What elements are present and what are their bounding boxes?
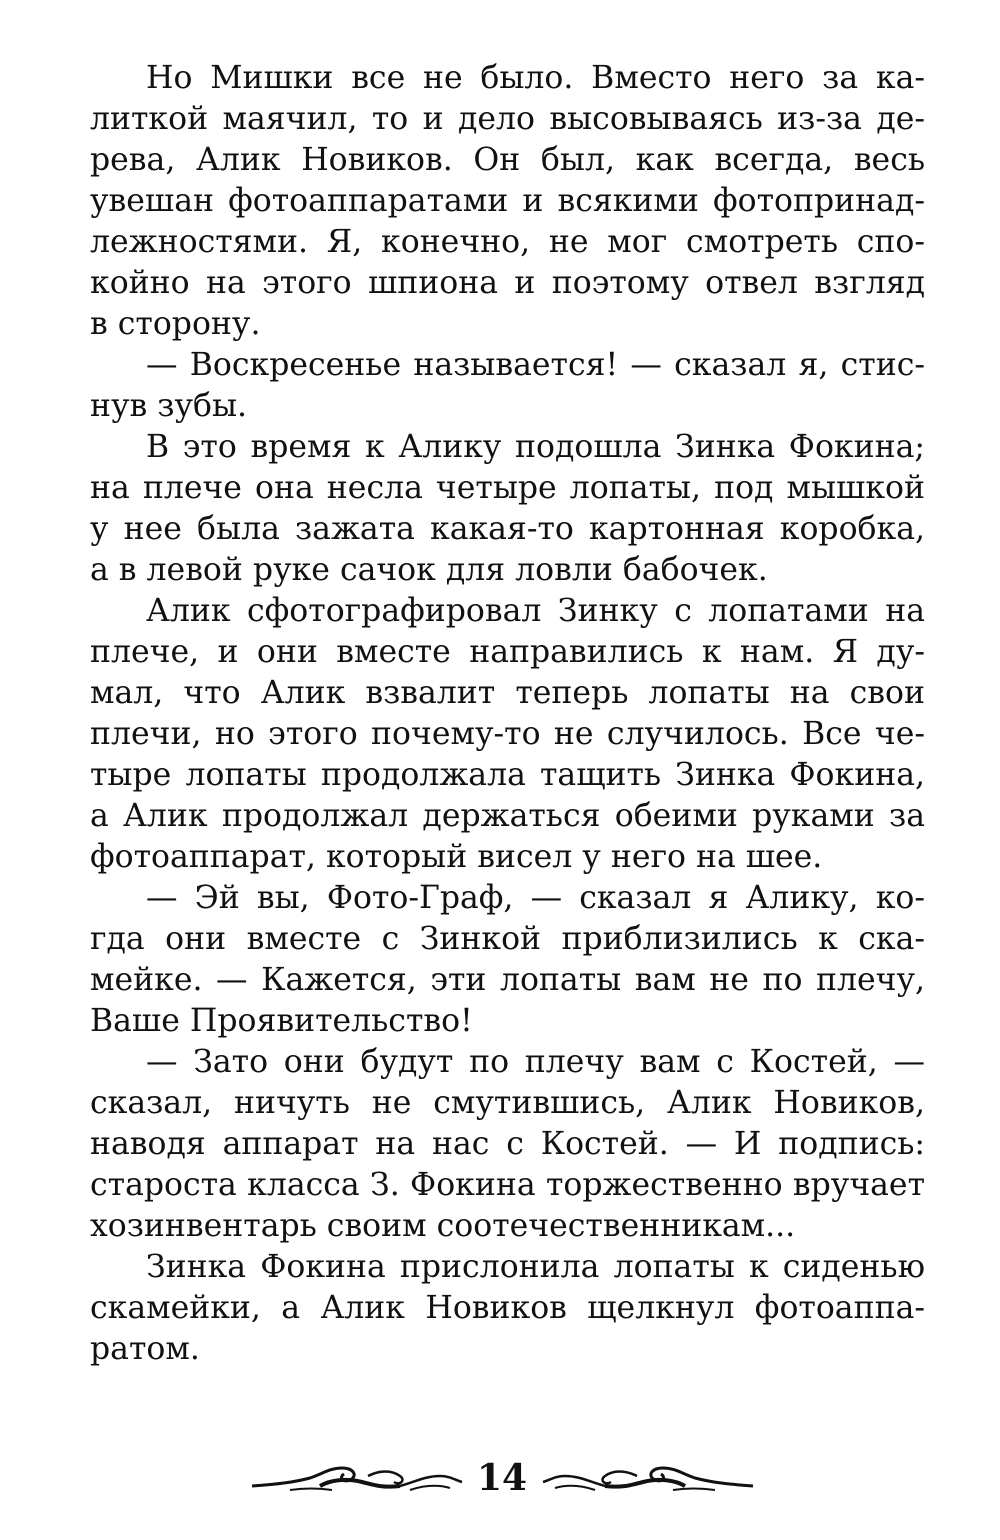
paragraph	[90, 1042, 925, 1247]
text-line: староста класса З. Фокина торжественно вручает	[90, 1167, 925, 1203]
text-line: койно на этого шпиона и поэтому отвел взгляд	[90, 265, 925, 301]
text-line: лежностями. Я, конечно, не мог смотреть спо-	[90, 224, 925, 260]
page-number: 14	[476, 1457, 528, 1499]
text-line: увешан фотоаппаратами и всякими фотопринад-	[90, 183, 925, 219]
text-line: а в левой руке сачок для ловли бабочек.	[90, 552, 768, 588]
text-line: тыре лопаты продолжала тащить Зинка Фокина,	[90, 757, 925, 793]
text-line: В это время к Алику подошла Зинка Фокина;	[146, 429, 925, 465]
text-line: наводя аппарат на нас с Костей. — И подпись:	[90, 1126, 925, 1162]
text-line: Алик сфотографировал Зинку с лопатами на	[146, 593, 925, 629]
text-line: скамейки, а Алик Новиков щелкнул фотоаппа-	[90, 1290, 925, 1326]
text-line: Зинка Фокина прислонила лопаты к сиденью	[146, 1249, 925, 1285]
paragraph	[90, 878, 925, 1042]
text-line: — Эй вы, Фото-Граф, — сказал я Алику, ко-	[146, 880, 925, 916]
text-line: хозинвентарь своим соотечественникам...	[90, 1208, 796, 1244]
text-line: плечи, но этого почему-то не случилось. Все че-	[90, 716, 925, 752]
text-line: а Алик продолжал держаться обеими руками за	[90, 798, 925, 834]
text-line: ратом.	[90, 1331, 200, 1367]
paragraph	[90, 1247, 925, 1370]
page-text	[90, 58, 925, 1370]
text-line: Ваше Проявительство!	[90, 1003, 473, 1039]
paragraph	[90, 345, 925, 427]
text-line: рева, Алик Новиков. Он был, как всегда, весь	[90, 142, 925, 178]
text-line: сказал, ничуть не смутившись, Алик Новиков,	[90, 1085, 925, 1121]
text-line: мейке. — Кажется, эти лопаты вам не по плечу,	[90, 962, 925, 998]
text-line: литкой маячил, то и дело высовываясь из-за де-	[90, 101, 925, 137]
text-line: — Воскресенье называется! — сказал я, стис-	[146, 347, 925, 383]
text-line: нув зубы.	[90, 388, 248, 424]
flourish-ornament-right	[540, 1462, 755, 1498]
text-line: гда они вместе с Зинкой приблизились к ска-	[90, 921, 925, 957]
text-line: на плече она несла четыре лопаты, под мышкой	[90, 470, 925, 506]
paragraph	[90, 427, 925, 591]
text-line: мал, что Алик взвалит теперь лопаты на свои	[90, 675, 925, 711]
flourish-ornament-left	[250, 1462, 465, 1498]
paragraph	[90, 58, 925, 345]
text-line: фотоаппарат, который висел у него на шее.	[90, 839, 823, 875]
text-line: плече, и они вместе направились к нам. Я ду-	[90, 634, 925, 670]
text-line: — Зато они будут по плечу вам с Костей, —	[146, 1044, 925, 1080]
paragraph	[90, 591, 925, 878]
page-footer	[0, 1456, 1000, 1516]
text-line: у нее была зажата какая-то картонная коробка,	[90, 511, 925, 547]
text-line: в сторону.	[90, 306, 261, 342]
text-line: Но Мишки все не было. Вместо него за ка-	[146, 60, 925, 96]
